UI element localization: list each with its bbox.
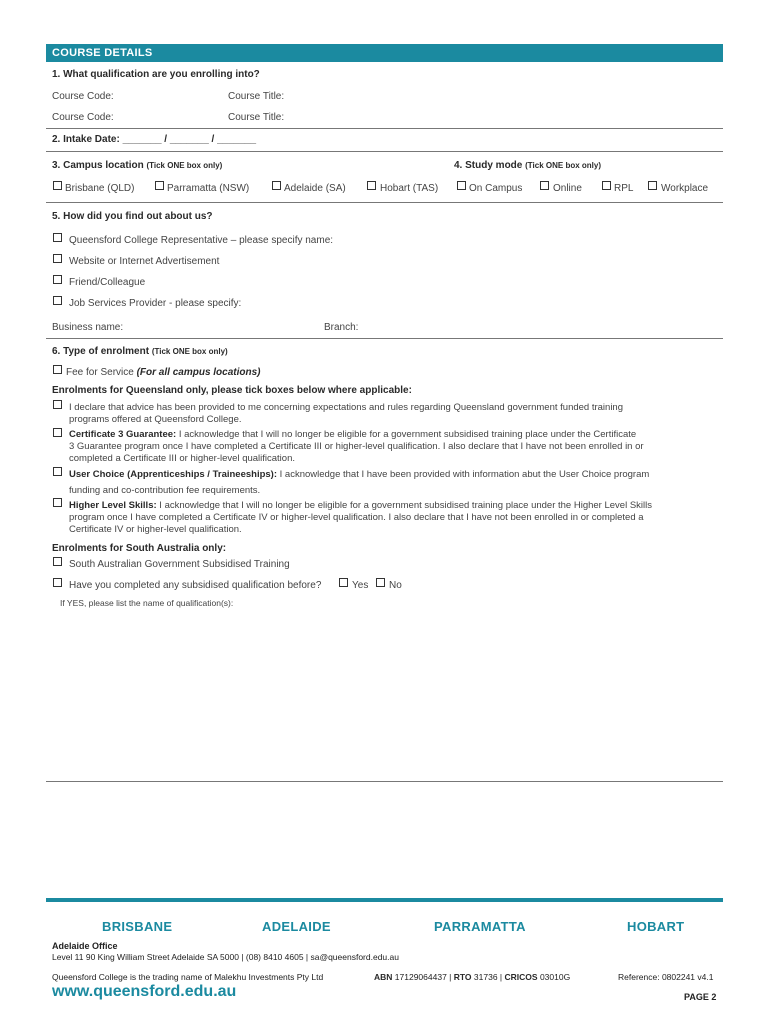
mode-workplace-label: Workplace [661, 183, 709, 194]
source-job-services-checkbox[interactable] [53, 296, 62, 305]
business-name-field[interactable]: Business name: [52, 322, 124, 333]
reference: Reference: 0802241 v4.1 [618, 972, 714, 982]
mode-online-checkbox[interactable] [540, 181, 549, 190]
course-title-1[interactable]: Course Title: [228, 91, 285, 102]
cert3-guarantee-checkbox[interactable] [53, 428, 62, 437]
cert3-line-1 [69, 429, 636, 441]
q4-label-text: 4. Study mode [454, 160, 523, 171]
q3-label-text: 3. Campus location [52, 160, 144, 171]
hls-line-2: program once I have completed a Certificate IV or higher-level qualification. I also declare that I have not been enrolled in or completed a [69, 512, 644, 523]
q3-hint: (Tick ONE box only) [146, 161, 223, 170]
sa-yes-checkbox[interactable] [339, 578, 348, 587]
user-choice-text-1: I acknowledge that I have been provided with information abut the User Choice program [277, 469, 650, 480]
footer-bar [46, 898, 723, 902]
source-representative-checkbox[interactable] [53, 233, 62, 242]
campus-adelaide-label: Adelaide (SA) [284, 183, 346, 194]
cert3-text-1: I acknowledge that I will no longer be eligible for a government subsidised training place under the Certificate [176, 429, 637, 440]
rto-label: RTO [453, 972, 472, 982]
sa-heading: Enrolments for South Australia only: [52, 543, 227, 554]
user-choice-line-1 [69, 469, 649, 481]
source-website-label: Website or Internet Advertisement [69, 256, 220, 267]
cert3-line-3: completed a Certificate III or higher-level qualification. [69, 453, 296, 464]
qld-declare-line-2: programs offered at Queensford College. [69, 414, 242, 425]
campus-brisbane-checkbox[interactable] [53, 181, 62, 190]
mode-on-campus-label: On Campus [469, 183, 523, 194]
website-link[interactable]: www.queensford.edu.au [52, 983, 237, 1000]
course-title-2[interactable]: Course Title: [228, 112, 285, 123]
q6-label [52, 346, 228, 358]
section-header-title: COURSE DETAILS [52, 47, 153, 59]
city-parramatta: PARRAMATTA [434, 919, 526, 934]
source-friend-checkbox[interactable] [53, 275, 62, 284]
campus-parramatta-checkbox[interactable] [155, 181, 164, 190]
sa-no-label: No [389, 580, 402, 591]
registration-numbers: ABN 17129064437 | RTO 31736 | CRICOS 03010G [374, 972, 571, 982]
sa-completed-question: Have you completed any subsidised qualification before? [69, 580, 322, 591]
fee-for-service-label [66, 367, 261, 379]
q4-label [454, 160, 601, 172]
source-friend-label: Friend/Colleague [69, 277, 146, 288]
cert3-line-2: 3 Guarantee program once I have completed a Certificate III or higher-level qualification. I also declare that I have not been enrolled in or [69, 441, 644, 452]
qualification-list-area[interactable] [46, 781, 723, 782]
cricos-value: 03010G [539, 972, 571, 982]
mode-rpl-checkbox[interactable] [602, 181, 611, 190]
mode-workplace-checkbox[interactable] [648, 181, 657, 190]
divider [46, 151, 723, 152]
abn-label: ABN [374, 972, 393, 982]
qld-heading: Enrolments for Queensland only, please tick boxes below where applicable: [52, 385, 412, 396]
page-number: PAGE 2 [684, 992, 717, 1002]
hls-title: Higher Level Skills: [69, 500, 157, 511]
section-header [46, 44, 723, 62]
city-adelaide: ADELAIDE [262, 919, 331, 934]
divider [46, 338, 723, 339]
qld-declare-checkbox[interactable] [53, 400, 62, 409]
hls-line-3: Certificate IV or higher-level qualification. [69, 524, 242, 535]
q6-hint: (Tick ONE box only) [151, 347, 228, 356]
abn-value: 17129064437 [394, 972, 447, 982]
course-code-1[interactable]: Course Code: [52, 91, 114, 102]
campus-parramatta-label: Parramatta (NSW) [167, 183, 250, 194]
rto-value: 31736 [473, 972, 498, 982]
source-representative-label: Queensford College Representative – please specify name: [69, 235, 334, 246]
sa-no-checkbox[interactable] [376, 578, 385, 587]
campus-brisbane-label: Brisbane (QLD) [65, 183, 135, 194]
mode-on-campus-checkbox[interactable] [457, 181, 466, 190]
trading-name: Queensford College is the trading name of Malekhu Investments Pty Ltd [52, 972, 324, 982]
fee-for-service-checkbox[interactable] [53, 365, 62, 374]
user-choice-checkbox[interactable] [53, 467, 62, 476]
source-job-services-label: Job Services Provider - please specify: [69, 298, 242, 309]
city-hobart: HOBART [627, 919, 685, 934]
campus-hobart-label: Hobart (TAS) [380, 183, 439, 194]
divider [46, 202, 723, 203]
qld-declare-line-1: I declare that advice has been provided to me concerning expectations and rules regarding Queensland government funded training [69, 402, 623, 413]
branch-field[interactable]: Branch: [324, 322, 359, 333]
mode-online-label: Online [553, 183, 582, 194]
divider [46, 128, 723, 129]
user-choice-title: User Choice (Apprenticeships / Traineeships): [69, 469, 277, 480]
campus-adelaide-checkbox[interactable] [272, 181, 281, 190]
cert3-title: Certificate 3 Guarantee: [69, 429, 177, 440]
sa-list-question: If YES, please list the name of qualification(s): [60, 598, 234, 608]
fee-for-service-text: Fee for Service [66, 367, 134, 378]
q6-label-text: 6. Type of enrolment [52, 346, 150, 357]
sa-completed-checkbox[interactable] [53, 578, 62, 587]
office-address: Level 11 90 King William Street Adelaide SA 5000 | (08) 8410 4605 | sa@queensford.edu.au [52, 952, 399, 962]
q1-label: 1. What qualification are you enrolling into? [52, 69, 260, 80]
city-brisbane: BRISBANE [102, 919, 173, 934]
office-title: Adelaide Office [52, 941, 118, 951]
q3-label [52, 160, 222, 172]
sa-subsidised-checkbox[interactable] [53, 557, 62, 566]
user-choice-line-2: funding and co-contribution fee requirements. [69, 485, 261, 496]
mode-rpl-label: RPL [614, 183, 634, 194]
sa-subsidised-label: South Australian Government Subsidised Training [69, 559, 290, 570]
sa-yes-label: Yes [352, 580, 369, 591]
higher-level-skills-checkbox[interactable] [53, 498, 62, 507]
course-code-2[interactable]: Course Code: [52, 112, 114, 123]
hls-text-1: I acknowledge that I will no longer be eligible for a government subsidised training place under the Higher Level Skills [156, 500, 652, 511]
campus-hobart-checkbox[interactable] [367, 181, 376, 190]
cricos-label: CRICOS [504, 972, 538, 982]
intake-date-label[interactable]: 2. Intake Date: _______ / _______ / _______ [52, 134, 257, 145]
q5-label: 5. How did you find out about us? [52, 211, 213, 222]
hls-line-1 [69, 500, 652, 512]
fee-for-service-note: (For all campus locations) [136, 367, 261, 378]
q4-hint: (Tick ONE box only) [525, 161, 602, 170]
source-website-checkbox[interactable] [53, 254, 62, 263]
